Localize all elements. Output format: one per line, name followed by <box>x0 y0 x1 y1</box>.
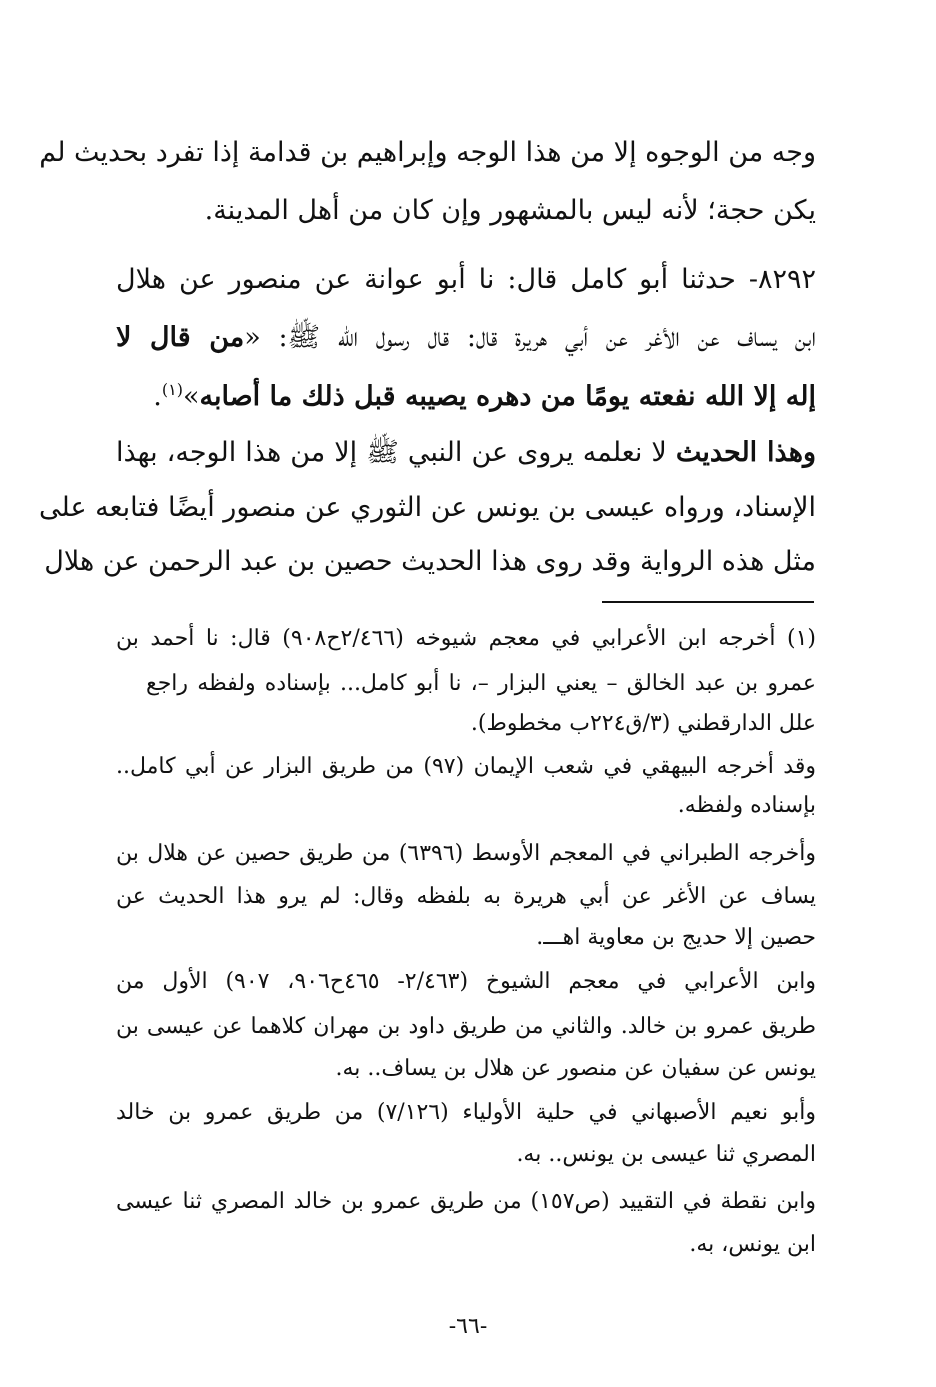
main-text-line: الإسناد، ورواه عيسى بن يونس عن الثوري عن منصور أيضًا فتابعه على <box>39 492 816 523</box>
footnote-line: حصين إلا حديج بن معاوية اهـــ. <box>536 925 816 950</box>
footnote-line: بإسناده ولفظه. <box>677 793 816 818</box>
footnote-line: عمرو بن عبد الخالق – يعني البزار –، نا أبو كامل... بإسناده ولفظه راجع <box>146 671 816 696</box>
main-text-line: وجه من الوجوه إلا من هذا الوجه وإبراهيم بن قدامة إذا تفرد بحديث لم <box>39 137 816 168</box>
main-text-segment: ابن يساف عن الأغر عن أبي هريرة قال: قال رسول الله ﷺ: « <box>244 322 816 353</box>
footnote-line: وابن الأعرابي في معجم الشيوخ (٢/٤٦٣- ٤٦٥ح٩٠٦، ٩٠٧) الأول من <box>116 969 816 994</box>
footnote-line: المصري ثنا عيسى بن يونس.. به. <box>516 1142 816 1167</box>
footnote-divider <box>602 601 814 603</box>
main-text-line: مثل هذه الرواية وقد روى هذا الحديث حصين بن عبد الرحمن عن هلال <box>44 546 816 577</box>
full-stop: . <box>153 381 162 412</box>
footnote-line: يونس عن سفيان عن منصور عن هلال بن يساف.. به. <box>335 1056 816 1081</box>
footnote-ref: (١) <box>161 380 183 399</box>
footnote-line: علل الدارقطني (٣/ق٢٢٤ب مخطوط). <box>470 711 816 736</box>
page-number: -٦٦- <box>448 1314 488 1339</box>
footnote-line: وابن نقطة في التقييد (ص١٥٧) من طريق عمرو بن خالد المصري ثنا عيسى <box>116 1189 816 1214</box>
footnote-line: وأبو نعيم الأصبهاني في حلية الأولياء (٧/١٢٦) من طريق عمرو بن خالد <box>116 1100 816 1125</box>
lead-phrase: وهذا الحديث <box>675 437 816 468</box>
quote-close: » <box>182 381 200 412</box>
footnote-line: طريق عمرو بن خالد. والثاني من طريق داود بن مهران كلاهما عن عيسى بن <box>116 1014 816 1039</box>
footnote-line: يساف عن الأغر عن أبي هريرة به بلفظه وقال: لم يرو هذا الحديث عن <box>116 884 816 909</box>
hadith-text: إله إلا الله نفعته يومًا من دهره يصيبه قبل ذلك ما أصابه <box>199 381 816 412</box>
main-text-segment: لا نعلمه يروى عن النبي ﷺ إلا من هذا الوجه، بهذا <box>116 437 676 468</box>
hadith-number-line: ٨٢٩٢- حدثنا أبو كامل قال: نا أبو عوانة عن منصور عن هلال <box>116 264 816 295</box>
footnote-line: (١) أخرجه ابن الأعرابي في معجم شيوخه (٢/٤٦٦ح٩٠٨) قال: نا أحمد بن <box>116 626 816 651</box>
footnote-line: وقد أخرجه البيهقي في شعب الإيمان (٩٧) من طريق البزار عن أبي كامل.. <box>116 754 816 779</box>
hadith-text: من قال لا <box>116 322 245 353</box>
main-text-line <box>116 433 816 473</box>
main-text-line: يكن حجة؛ لأنه ليس بالمشهور وإن كان من أهل المدينة. <box>204 195 816 226</box>
main-text-line <box>116 318 816 358</box>
main-text-line <box>116 370 816 417</box>
footnote-line: وأخرجه الطبراني في المعجم الأوسط (٦٣٩٦) من طريق حصين عن هلال بن <box>116 841 816 866</box>
footnote-line: ابن يونس، به. <box>689 1232 816 1257</box>
